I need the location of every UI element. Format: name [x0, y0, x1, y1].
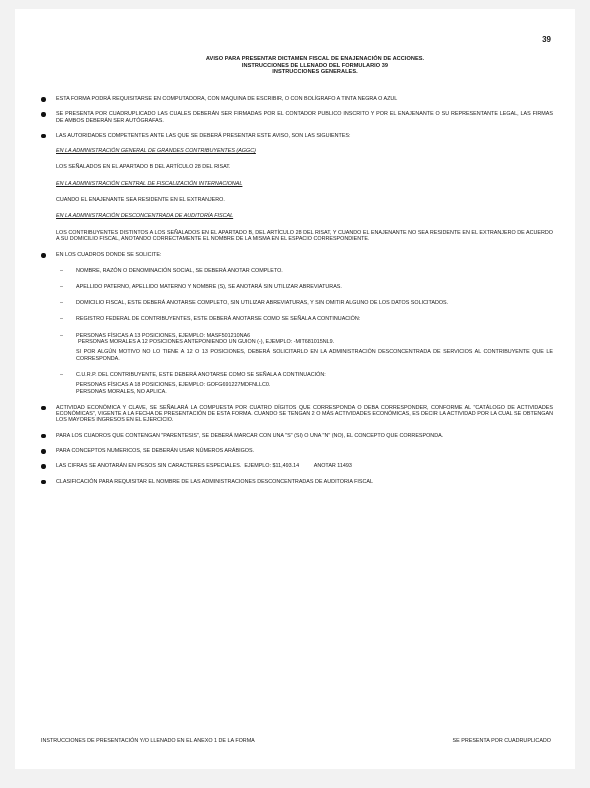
bullet-icon	[41, 406, 46, 411]
dash-item	[41, 372, 553, 378]
bullet-item	[41, 433, 553, 439]
title-line-3: INSTRUCCIONES GENERALES.	[272, 69, 358, 75]
authority-acfi-description: CUANDO EL ENAJENANTE SEA RESIDENTE EN EL EXTRANJERO.	[56, 197, 225, 204]
bullet-item	[41, 133, 553, 139]
bullet-text: PARA LOS CUADROS QUE CONTENGAN "PARENTESIS", SE DEBERÁ MARCAR CON UNA "S" (SI) O UNA "N" (NO), EL CONCEPTO QUE CORRESPONDA.	[56, 432, 444, 439]
dash-mark: –	[60, 267, 63, 274]
dash-text: C.U.R.P. DEL CONTRIBUYENTE, ESTE DEBERÁ ANOTARSE COMO SE SEÑALA A CONTINUACIÓN:	[76, 371, 326, 378]
dash-item	[41, 333, 553, 346]
dash-mark: –	[60, 316, 63, 323]
bullet-item	[41, 111, 553, 124]
bullet-item	[41, 405, 553, 424]
dash-item	[41, 316, 553, 322]
bullet-text: EN LOS CUADROS DONDE SE SOLICITE:	[56, 252, 162, 259]
rfc-example-moral: PERSONAS MORALES A 12 POSICIONES ANTEPONIENDO UN GUION (-), EJEMPLO: -MIT681015NL9.	[78, 339, 335, 346]
document-page	[15, 9, 575, 769]
bullet-item	[41, 463, 553, 469]
authority-adaf-description: LOS CONTRIBUYENTES DISTINTOS A LOS SEÑALADOS EN EL APARTADO B, DEL ARTÍCULO 28 DEL RISAT, Y CUANDO EL ENAJENANTE NO SEA RESIDENTE EN EL EXTRANJERO DE ACUERDO A SU DOMICILIO FISCAL, ANOTANDO CORRECTAMENTE EL NOMBRE DE LA MISMA EN EL ESPACIO CORRESPONDIENTE.	[56, 229, 553, 242]
footer-right: SE PRESENTA POR CUADRUPLICADO	[452, 738, 551, 744]
bullet-text: ESTA FORMA PODRÁ REQUISITARSE EN COMPUTADORA, CON MAQUINA DE ESCRIBIR, O CON BOLÍGRAFO A TINTA NEGRA O AZUL	[56, 96, 398, 102]
dash-mark: –	[60, 332, 63, 339]
bullet-text: ACTIVIDAD ECONÓMICA Y CLAVE, SE SEÑALARÁ LA COMPUESTA POR CUATRO DÍGITOS QUE CORRESPONDA O DEBA CORRESPONDER, CONFORME AL "CATÁLOGO DE ACTIVIDADES ECONÓMICAS", VIGENTE A LA FECHA DE PRESENTACIÓN DE ESTA FORMA. CUANDO SE TENGAN 2 O MÁS ACTIVIDADES ECONÓMICAS, ES DECIR LA ACTIVIDAD POR LA CUAL SE OBTENGAN LOS MAYORES INGRESOS EN EL EJERCICIO.	[56, 404, 553, 424]
bullet-text: LAS AUTORIDADES COMPETENTES ANTE LAS QUE SE DEBERÁ PRESENTAR ESTE AVISO, SON LAS SIGUIENTES:	[56, 132, 351, 139]
title-line-2: INSTRUCCIONES DE LLENADO DEL FORMULARIO 39	[241, 62, 389, 69]
bullet-item	[41, 252, 553, 258]
title-line-1: AVISO PARA PRESENTAR DICTAMEN FISCAL DE ENAJENACIÓN DE ACCIONES.	[205, 56, 425, 62]
page-number: 39	[542, 35, 551, 44]
dash-mark: –	[60, 371, 63, 378]
dash-text: APELLIDO PATERNO, APELLIDO MATERNO Y NOMBRE (S), SE ANOTARÁ SIN UTILIZAR ABREVIATURAS.	[76, 283, 342, 290]
bullet-icon	[41, 449, 46, 454]
bullet-icon	[41, 464, 46, 469]
curp-examples	[41, 382, 553, 395]
footer-left: INSTRUCCIONES DE PRESENTACIÓN Y/O LLENADO EN EL ANEXO 1 DE LA FORMA	[41, 738, 255, 744]
rfc-example-physical: PERSONAS FÍSICAS A 13 POSICIONES, EJEMPLO: MASF501210NA6	[76, 332, 251, 339]
bullet-icon	[41, 97, 46, 102]
dash-text	[76, 333, 553, 346]
bullet-item	[41, 448, 553, 454]
bullet-item	[41, 479, 553, 485]
bullet-text: LAS CIFRAS SE ANOTARÁN EN PESOS SIN CARACTERES ESPECIALES. EJEMPLO: $11,493.14 ANOTAR 11493	[56, 463, 352, 470]
dash-mark: –	[60, 300, 63, 307]
bullet-item	[41, 96, 553, 102]
bullet-icon	[41, 480, 46, 485]
dash-item	[41, 268, 553, 274]
authority-acfi-heading: EN LA ADMINISTRACIÓN CENTRAL DE FISCALIZACIÓN INTERNACIONAL	[56, 180, 243, 187]
authority-aggc-description: LOS SEÑALADOS EN EL APARTADO B DEL ARTÍCULO 28 DEL RISAT.	[56, 164, 231, 171]
bullet-icon	[41, 253, 46, 258]
dash-item	[41, 300, 553, 306]
dash-text: NOMBRE, RAZÓN O DENOMINACIÓN SOCIAL, SE DEBERÁ ANOTAR COMPLETO.	[76, 267, 283, 274]
rfc-note: SI POR ALGÚN MOTIVO NO LO TIENE A 12 O 13 POSICIONES, DEBERÁ SOLICITARLO EN LA ADMINISTRACIÓN DESCONCENTRADA DE SERVICIOS AL CONTRIBUYENTE QUE LE CORRESPONDA.	[76, 349, 553, 362]
bullet-text: PARA CONCEPTOS NUMERICOS, SE DEBERÁN USAR NÚMEROS ARÁBIGOS.	[56, 448, 255, 455]
curp-example-physical: PERSONAS FÍSICAS A 18 POSICIONES, EJEMPLO: GOFG691227MDFNLLC0.	[76, 382, 271, 389]
bullet-icon	[41, 434, 46, 439]
bullet-text: CLASIFICACIÓN PARA REQUISITAR EL NOMBRE DE LAS ADMINISTRACIONES DESCONCENTRADAS DE AUDITORIA FISCAL	[56, 478, 374, 485]
bullet-icon	[41, 134, 46, 139]
curp-example-moral: PERSONAS MORALES, NO APLICA.	[76, 388, 167, 395]
dash-item	[41, 284, 553, 290]
dash-text: REGISTRO FEDERAL DE CONTRIBUYENTES, ESTE DEBERÁ ANOTARSE COMO SE SEÑALA A CONTINUACIÓN:	[76, 316, 361, 323]
bullet-icon	[41, 112, 46, 117]
dash-mark: –	[60, 283, 63, 290]
bullet-text: SE PRESENTA POR CUADRUPLICADO LAS CUALES DEBERÁN SER FIRMADAS POR EL CONTADOR PUBLICO INSCRITO Y POR EL ENAJENANTE O SU REPRESENTANTE LEGAL, LAS FIRMAS DE AMBOS DEBERÁN SER AUTÓGRAFAS.	[56, 111, 553, 124]
dash-text: DOMICILIO FISCAL, ESTE DEBERÁ ANOTARSE COMPLETO, SIN UTILIZAR ABREVIATURAS, Y SIN OMITIR ALGUNO DE LOS DATOS SOLICITADOS.	[76, 300, 449, 307]
authority-aggc-heading: EN LA ADMINISTRACIÓN GENERAL DE GRANDES CONTRIBUYENTES (AGGC)	[56, 148, 256, 155]
authority-adaf-heading: EN LA ADMINISTRACIÓN DESCONCENTRADA DE AUDITORÍA FISCAL	[56, 213, 234, 220]
instructions-body	[41, 96, 553, 494]
document-title	[15, 56, 575, 76]
